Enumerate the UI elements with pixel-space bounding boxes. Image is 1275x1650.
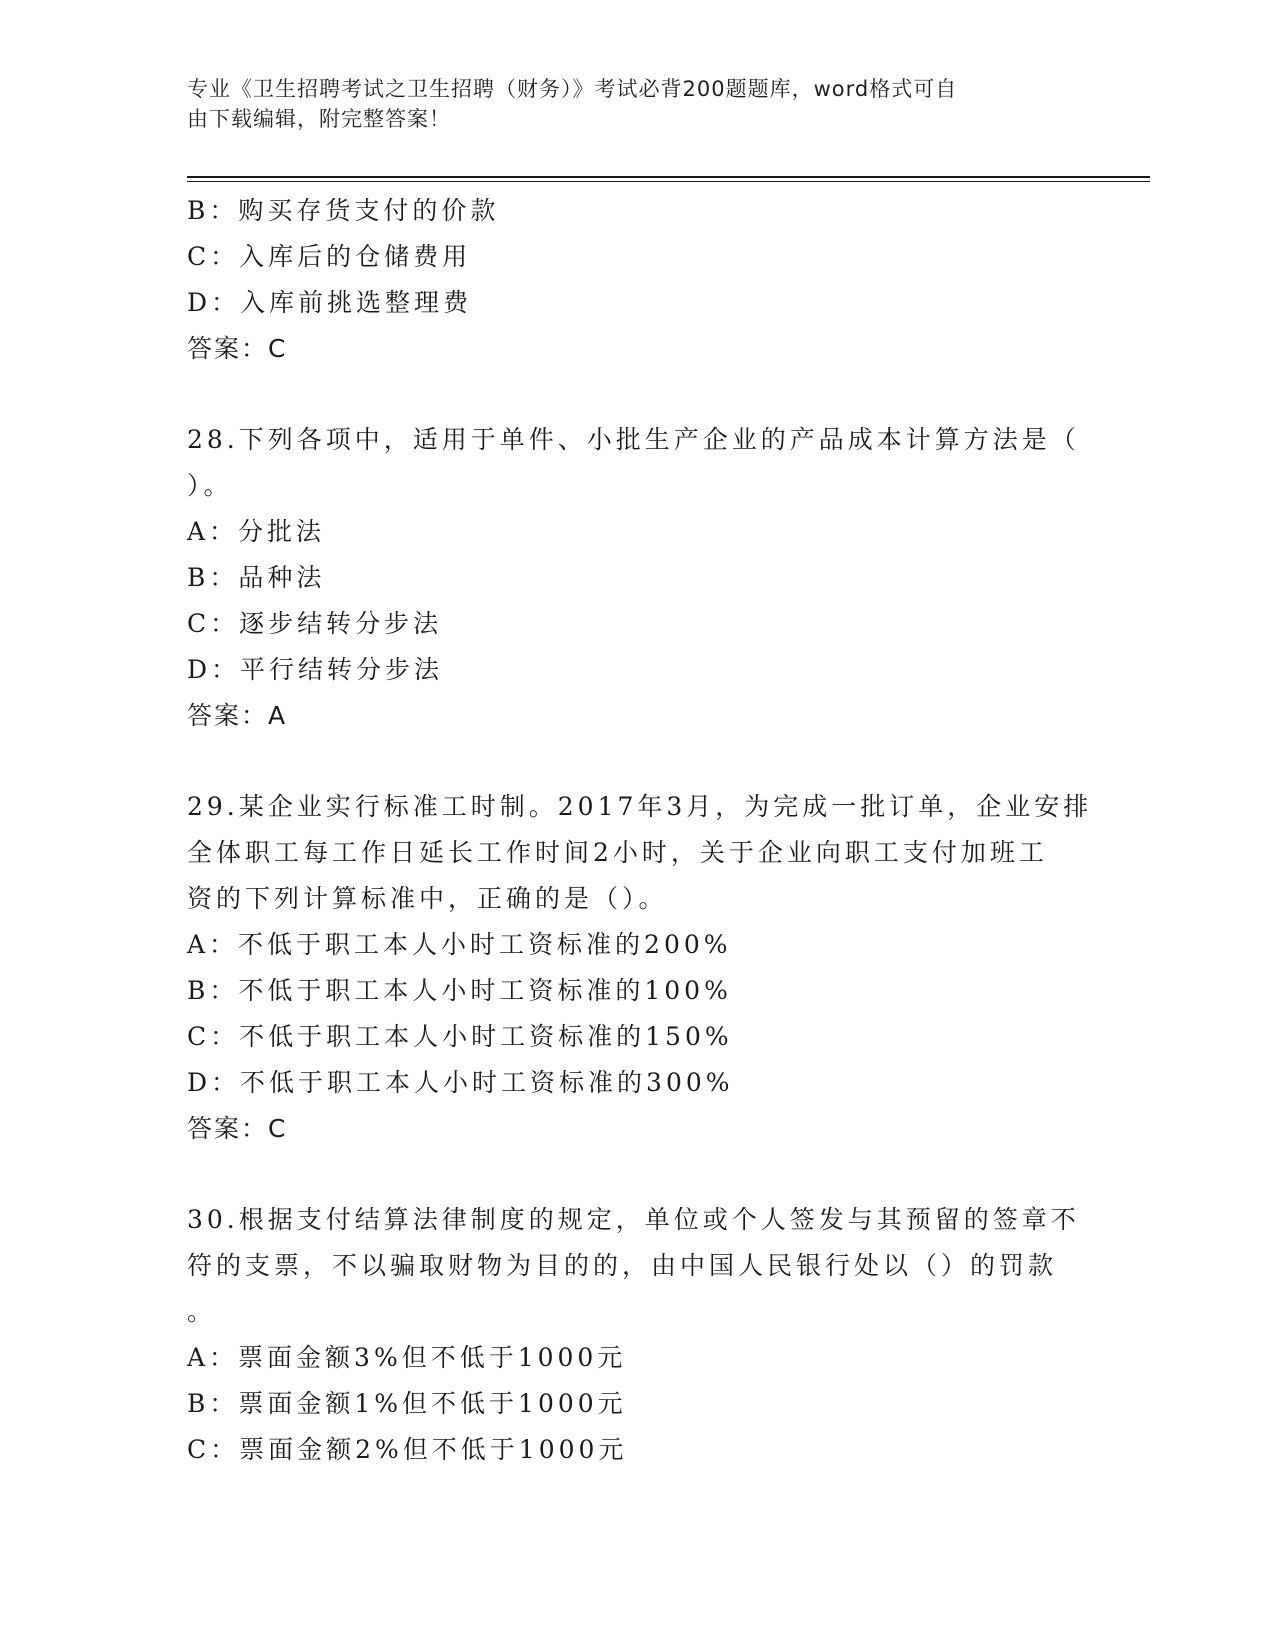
question-stem-line: 30.根据支付结算法律制度的规定，单位或个人签发与其预留的签章不	[187, 1205, 1080, 1234]
option-b: B：票面金额1%但不低于1000元	[187, 1389, 627, 1418]
option-c: C：不低于职工本人小时工资标准的150%	[187, 1022, 733, 1051]
spacer	[187, 1152, 1087, 1197]
spacer	[187, 739, 1087, 784]
question-29	[187, 784, 1093, 1152]
option-b: B：不低于职工本人小时工资标准的100%	[187, 976, 732, 1005]
question-stem-line: ）。	[187, 471, 233, 500]
header-line-1: 专业《卫生招聘考试之卫生招聘（财务）》考试必背200题题库，word格式可自	[187, 77, 958, 101]
option-c: C：票面金额2%但不低于1000元	[187, 1435, 628, 1464]
question-stem-line: 全体职工每工作日延长工作时间2小时，关于企业向职工支付加班工	[187, 838, 1048, 867]
option-b: B：品种法	[187, 563, 326, 592]
document-body	[187, 188, 1093, 1473]
option-d: D：入库前挑选整理费	[187, 288, 473, 317]
question-stem-line: 28.下列各项中，适用于单件、小批生产企业的产品成本计算方法是（	[187, 425, 1080, 454]
question-28	[187, 417, 1087, 739]
question-stem-line: 资的下列计算标准中，正确的是（）。	[187, 884, 668, 913]
answer-line: 答案：A	[187, 701, 288, 730]
header-line-2: 由下载编辑，附完整答案！	[187, 107, 451, 131]
option-a: A：票面金额3%但不低于1000元	[187, 1343, 627, 1372]
question-stem-line: 29.某企业实行标准工时制。2017年3月，为完成一批订单，企业安排	[187, 792, 1093, 821]
option-a: A：分批法	[187, 517, 326, 546]
answer-line: 答案：C	[187, 334, 288, 363]
question-27-continued	[187, 188, 1087, 372]
option-a: A：不低于职工本人小时工资标准的200%	[187, 930, 732, 959]
answer-line: 答案：C	[187, 1114, 288, 1143]
question-stem-line: 。	[187, 1297, 217, 1326]
option-d: D：不低于职工本人小时工资标准的300%	[187, 1068, 734, 1097]
question-30	[187, 1197, 1087, 1473]
option-c: C：入库后的仓储费用	[187, 242, 472, 271]
question-stem-line: 符的支票，不以骗取财物为目的的，由中国人民银行处以（）的罚款	[187, 1251, 1058, 1280]
header-rule-thick	[187, 176, 1150, 178]
document-header	[187, 74, 1067, 134]
header-rule-thin	[187, 181, 1150, 182]
option-c: C：逐步结转分步法	[187, 609, 443, 638]
option-b: B：购买存货支付的价款	[187, 196, 500, 225]
spacer	[187, 372, 1087, 417]
option-d: D：平行结转分步法	[187, 655, 444, 684]
